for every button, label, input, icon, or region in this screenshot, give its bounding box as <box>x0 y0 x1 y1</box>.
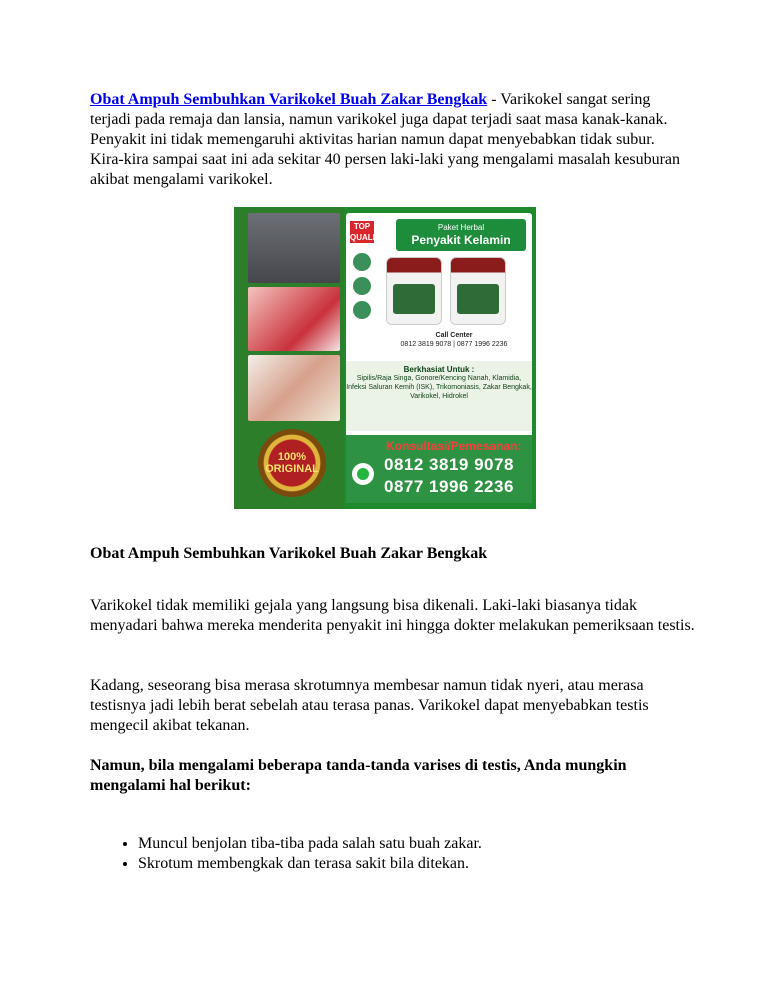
list-item: • Skrotum membengkak dan terasa sakit bila ditekan. <box>138 854 698 874</box>
product-card <box>346 213 532 503</box>
package-header <box>396 219 526 251</box>
benefits-header: Berkhasiat Untuk : <box>403 365 475 374</box>
benefits-text: Sipilis/Raja Singa, Gonore/Kencing Nanah, Klamidia, Infeksi Saluran Kemih (ISK), Trikomoniasis, Zakar Bengkak, Varikokel, Hidrokel <box>346 375 532 400</box>
section-title: Obat Ampuh Sembuhkan Varikokel Buah Zakar Bengkak <box>90 545 488 562</box>
certification-icon <box>353 301 371 319</box>
photo-2 <box>248 287 340 351</box>
certification-icon <box>353 277 371 295</box>
certification-icon <box>353 253 371 271</box>
product-bottle <box>450 257 506 325</box>
product-bottle <box>386 257 442 325</box>
call-center-numbers: 0812 3819 9078 | 0877 1996 2236 <box>400 341 508 348</box>
call-center-label: Call Center <box>435 332 473 339</box>
symptom-list <box>90 834 698 874</box>
article-link[interactable]: Obat Ampuh Sembuhkan Varikokel Buah Zakar Bengkak <box>90 91 488 108</box>
paragraph-signs-heading: Namun, bila mengalami beberapa tanda-tanda varises di testis, Anda mungkin mengalami hal berikut: <box>90 757 627 794</box>
paragraph-symptoms: Varikokel tidak memiliki gejala yang langsung bisa dikenali. Laki-laki biasanya tidak menyadari bahwa mereka menderita penyakit ini hingga dokter melakukan pemeriksaan testis. <box>90 597 695 634</box>
intro-paragraph <box>90 90 690 190</box>
consult-title: Konsultasi/Pemesanan: <box>386 439 522 453</box>
intro-body: - Varikokel sangat sering terjadi pada remaja dan lansia, namun varikokel juga dapat terjadi saat masa kanak-kanak. Penyakit ini tidak memengaruhi aktivitas harian namun dapat menyebabkan tidak subur. Kira-kira sampai saat ini ada sekitar 40 persen laki-laki yang mengalami masalah kesuburan akibat mengalami varikokel. <box>90 91 681 188</box>
paragraph-sensations: Kadang, seseorang bisa merasa skrotumnya membesar namun tidak nyeri, atau merasa testisnya jadi lebih berat sebelah atau terasa panas. Varikokel dapat menyebabkan testis mengecil akibat tekanan. <box>90 677 649 734</box>
phone-number-2: 0877 1996 2236 <box>384 477 514 496</box>
top-quality-badge: TOP QUALITY <box>350 222 386 242</box>
photo-3 <box>248 355 340 421</box>
product-advertisement-image <box>234 207 536 509</box>
list-item: • Muncul benjolan tiba-tiba pada salah satu buah zakar. <box>138 834 698 854</box>
phone-number-1: 0812 3819 9078 <box>384 455 514 474</box>
photo-column <box>234 207 344 509</box>
call-center <box>384 331 524 349</box>
package-title: Penyakit Kelamin <box>411 233 511 247</box>
original-seal: 100% ORIGINAL <box>258 429 326 497</box>
whatsapp-icon <box>352 463 374 485</box>
photo-1 <box>248 213 340 283</box>
package-subtitle: Paket Herbal <box>437 223 485 232</box>
contact-banner <box>346 435 532 503</box>
intro-text <box>90 90 690 190</box>
benefits-box <box>346 361 532 431</box>
